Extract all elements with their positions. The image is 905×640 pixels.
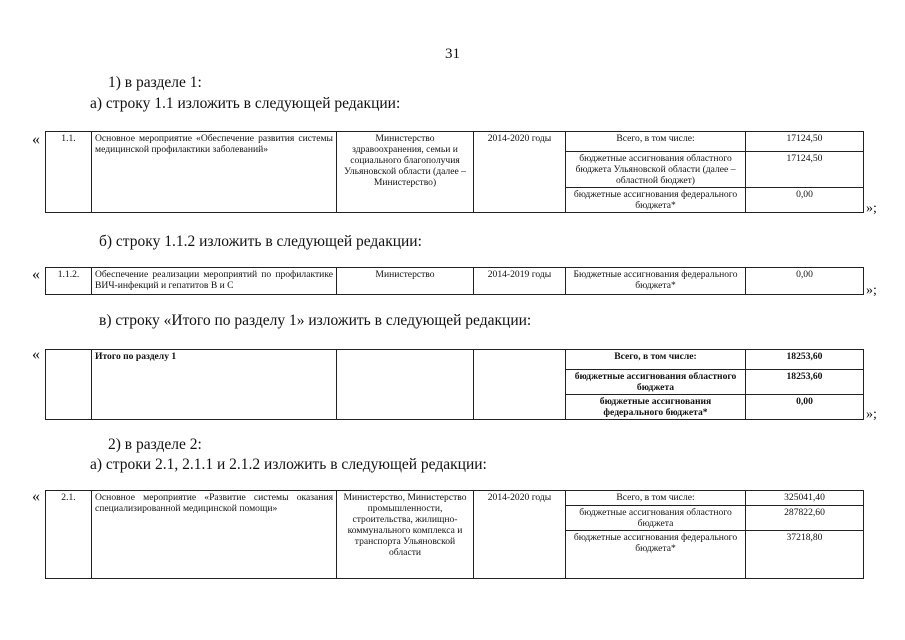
fin-value: 287822,60 [746, 506, 864, 531]
quote-open: « [32, 266, 40, 283]
fin-label: бюджетные ассигнования областного бюджета [566, 506, 746, 531]
row-executor: Министерство здравоохранения, семьи и социального благополучия Ульяновской области (далее – Министерство) [337, 132, 474, 213]
row-name: Итого по разделу 1 [92, 350, 337, 420]
fin-label: Всего, в том числе: [566, 491, 746, 506]
row-2-1-table [45, 490, 864, 579]
row-1-1-table [45, 131, 864, 213]
fin-value: 17124,50 [746, 132, 864, 152]
row-executor [337, 350, 474, 420]
row-period: 2014-2020 годы [474, 491, 566, 579]
row-period [474, 350, 566, 420]
fin-label: Всего, в том числе: [566, 350, 746, 370]
fin-value: 17124,50 [746, 152, 864, 188]
row-num: 1.1.2. [46, 268, 92, 295]
fin-label: бюджетные ассигнования областного бюджета Ульяновской области (далее – областной бюджет) [566, 152, 746, 188]
row-period: 2014-2020 годы [474, 132, 566, 213]
quote-close: »; [866, 407, 877, 422]
fin-value: 37218,80 [746, 531, 864, 579]
fin-label: бюджетные ассигнования областного бюджета [566, 370, 746, 395]
section1-sub-a: а) строку 1.1 изложить в следующей редакции: [90, 95, 401, 112]
row-num [46, 350, 92, 420]
fin-value: 0,00 [746, 268, 864, 295]
fin-label: Бюджетные ассигнования федерального бюджета* [566, 268, 746, 295]
row-num: 2.1. [46, 491, 92, 579]
quote-close: »; [866, 201, 877, 216]
quote-open: « [32, 488, 40, 505]
fin-value: 0,00 [746, 188, 864, 213]
fin-label: Всего, в том числе: [566, 132, 746, 152]
row-num: 1.1. [46, 132, 92, 213]
page-number: 31 [445, 46, 460, 62]
section1-heading: 1) в разделе 1: [108, 74, 202, 91]
fin-value: 18253,60 [746, 370, 864, 395]
fin-label: бюджетные ассигнования федерального бюджета* [566, 531, 746, 579]
section1-sub-c: в) строку «Итого по разделу 1» изложить в следующей редакции: [99, 312, 532, 329]
row-executor: Министерство, Министерство промышленности, строительства, жилищно-коммунального комплекса и транспорта Ульяновской области [337, 491, 474, 579]
total-table [45, 349, 864, 420]
section2-heading: 2) в разделе 2: [108, 436, 202, 453]
fin-value: 18253,60 [746, 350, 864, 370]
row-name: Обеспечение реализации мероприятий по профилактике ВИЧ-инфекций и гепатитов В и С [92, 268, 337, 295]
fin-value: 325041,40 [746, 491, 864, 506]
quote-open: « [32, 346, 40, 363]
row-executor: Министерство [337, 268, 474, 295]
section2-sub-a: а) строки 2.1, 2.1.1 и 2.1.2 изложить в следующей редакции: [90, 456, 487, 473]
quote-open: « [32, 131, 40, 148]
fin-label: бюджетные ассигнования федерального бюджета* [566, 188, 746, 213]
fin-value: 0,00 [746, 395, 864, 420]
row-name: Основное мероприятие «Обеспечение развития системы медицинской профилактики заболеваний» [92, 132, 337, 213]
row-period: 2014-2019 годы [474, 268, 566, 295]
row-name: Основное мероприятие «Развитие системы оказания специализированной медицинской помощи» [92, 491, 337, 579]
section1-sub-b: б) строку 1.1.2 изложить в следующей редакции: [99, 233, 422, 250]
row-1-1-2-table [45, 267, 864, 295]
quote-close: »; [866, 283, 877, 298]
fin-label: бюджетные ассигнования федерального бюджета* [566, 395, 746, 420]
